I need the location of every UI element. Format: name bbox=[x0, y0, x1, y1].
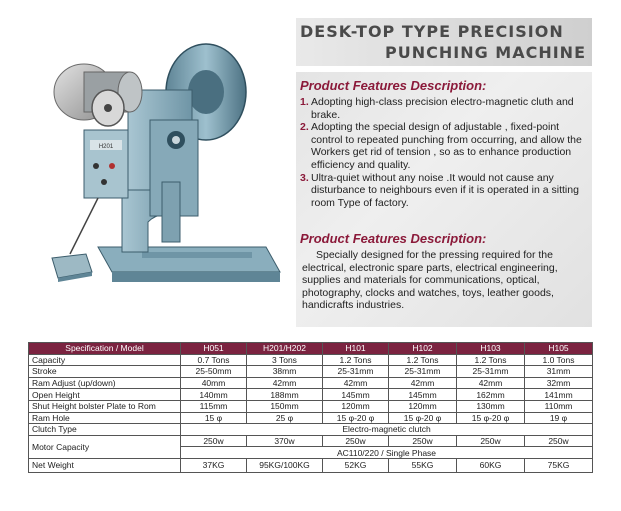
table-cell: 55KG bbox=[389, 458, 457, 472]
table-header: H103 bbox=[457, 343, 525, 355]
table-cell: 1.0 Tons bbox=[525, 354, 593, 366]
title-banner bbox=[296, 18, 592, 66]
table-cell: 141mm bbox=[525, 389, 593, 401]
row-label: Open Height bbox=[29, 389, 181, 401]
table-cell: 42mm bbox=[247, 377, 323, 389]
table-cell: 15 φ bbox=[181, 412, 247, 424]
features-heading-2: Product Features Description: bbox=[300, 231, 487, 246]
row-label: Net Weight bbox=[29, 458, 181, 472]
description-panel bbox=[296, 72, 592, 327]
table-cell: 1.2 Tons bbox=[389, 354, 457, 366]
feature-item bbox=[300, 121, 588, 171]
table-cell: 130mm bbox=[457, 400, 525, 412]
feature-text: Adopting high-class precision electro-magnetic cluth and brake. bbox=[311, 96, 574, 121]
row-label: Stroke bbox=[29, 366, 181, 378]
table-header: H101 bbox=[323, 343, 389, 355]
table-row bbox=[29, 400, 593, 412]
table-cell: 15 φ-20 φ bbox=[457, 412, 525, 424]
table-cell: 60KG bbox=[457, 458, 525, 472]
row-label: Capacity bbox=[29, 354, 181, 366]
feature-item bbox=[300, 96, 588, 121]
table-cell: 25-31mm bbox=[323, 366, 389, 378]
page-title: DESK-TOP TYPE PRECISION bbox=[300, 22, 564, 41]
table-cell: 1.2 Tons bbox=[457, 354, 525, 366]
table-cell: 145mm bbox=[323, 389, 389, 401]
table-cell: 188mm bbox=[247, 389, 323, 401]
feature-text: Adopting the special design of adjustable , fixed-point control to repeated punching from occurring, and allow the Workers get rid of tension , so as to enhance production efficiency and quality. bbox=[311, 121, 582, 171]
row-label: Motor Capacity bbox=[29, 435, 181, 458]
table-row bbox=[29, 354, 593, 366]
table-cell: 150mm bbox=[247, 400, 323, 412]
table-cell: 1.2 Tons bbox=[323, 354, 389, 366]
table-cell: 31mm bbox=[525, 366, 593, 378]
table-cell: 95KG/100KG bbox=[247, 458, 323, 472]
table-cell: 250w bbox=[323, 435, 389, 447]
table-row bbox=[29, 424, 593, 436]
table-row bbox=[29, 458, 593, 472]
table-cell: 115mm bbox=[181, 400, 247, 412]
table-cell: 42mm bbox=[457, 377, 525, 389]
row-label: Clutch Type bbox=[29, 424, 181, 436]
table-row bbox=[29, 366, 593, 378]
table-cell: 25-31mm bbox=[389, 366, 457, 378]
table-cell: 250w bbox=[525, 435, 593, 447]
row-label: Ram Hole bbox=[29, 412, 181, 424]
table-cell: 370w bbox=[247, 435, 323, 447]
table-cell: 162mm bbox=[457, 389, 525, 401]
table-row bbox=[29, 377, 593, 389]
table-cell: 40mm bbox=[181, 377, 247, 389]
table-cell: 15 φ-20 φ bbox=[389, 412, 457, 424]
row-label: Ram Adjust (up/down) bbox=[29, 377, 181, 389]
table-header: H051 bbox=[181, 343, 247, 355]
table-cell: 3 Tons bbox=[247, 354, 323, 366]
table-cell: 250w bbox=[181, 435, 247, 447]
table-header: Specification / Model bbox=[29, 343, 181, 355]
table-cell: 25-31mm bbox=[457, 366, 525, 378]
table-cell: 25-50mm bbox=[181, 366, 247, 378]
feature-number: 1. bbox=[300, 96, 309, 108]
table-header: H201/H202 bbox=[247, 343, 323, 355]
spec-table bbox=[28, 342, 593, 473]
table-cell: 120mm bbox=[323, 400, 389, 412]
table-cell: 110mm bbox=[525, 400, 593, 412]
features-heading: Product Features Description: bbox=[300, 78, 487, 93]
table-header-row bbox=[29, 343, 593, 355]
features-paragraph: Specially designed for the pressing required for the electrical, electronic spare parts, electrical engineering, supplies and materials for communications, optical, photography, clocks and watches, toys, leather goods, handicrafts industries. bbox=[302, 249, 558, 312]
table-row bbox=[29, 435, 593, 447]
table-cell: 37KG bbox=[181, 458, 247, 472]
table-row bbox=[29, 389, 593, 401]
table-row bbox=[29, 412, 593, 424]
table-cell: 15 φ-20 φ bbox=[323, 412, 389, 424]
feature-number: 2. bbox=[300, 121, 309, 134]
table-cell: 145mm bbox=[389, 389, 457, 401]
table-cell: 120mm bbox=[389, 400, 457, 412]
table-cell: 25 φ bbox=[247, 412, 323, 424]
table-cell: AC110/220 / Single Phase bbox=[181, 447, 593, 459]
control-box-label: H201 bbox=[98, 144, 114, 150]
table-cell: 52KG bbox=[323, 458, 389, 472]
table-cell: 140mm bbox=[181, 389, 247, 401]
table-cell: 42mm bbox=[323, 377, 389, 389]
table-cell: Electro-magnetic clutch bbox=[181, 424, 593, 436]
feature-number: 3. bbox=[300, 171, 309, 184]
feature-text: Ultra-quiet without any noise .It would not cause any disturbance to neighbours even if it is operated in a sitting room Type of factory. bbox=[311, 171, 579, 209]
table-cell: 42mm bbox=[389, 377, 457, 389]
table-header: H102 bbox=[389, 343, 457, 355]
feature-item bbox=[300, 172, 588, 210]
table-cell: 75KG bbox=[525, 458, 593, 472]
page-subtitle: PUNCHING MACHINE bbox=[385, 43, 586, 62]
table-cell: 32mm bbox=[525, 377, 593, 389]
punching-machine-image bbox=[30, 32, 292, 294]
row-label: Shut Height bolster Plate to Rom bbox=[29, 400, 181, 412]
table-cell: 250w bbox=[457, 435, 525, 447]
table-cell: 38mm bbox=[247, 366, 323, 378]
table-cell: 250w bbox=[389, 435, 457, 447]
table-cell: 19 φ bbox=[525, 412, 593, 424]
table-cell: 0.7 Tons bbox=[181, 354, 247, 366]
table-header: H105 bbox=[525, 343, 593, 355]
features-list bbox=[300, 96, 588, 209]
